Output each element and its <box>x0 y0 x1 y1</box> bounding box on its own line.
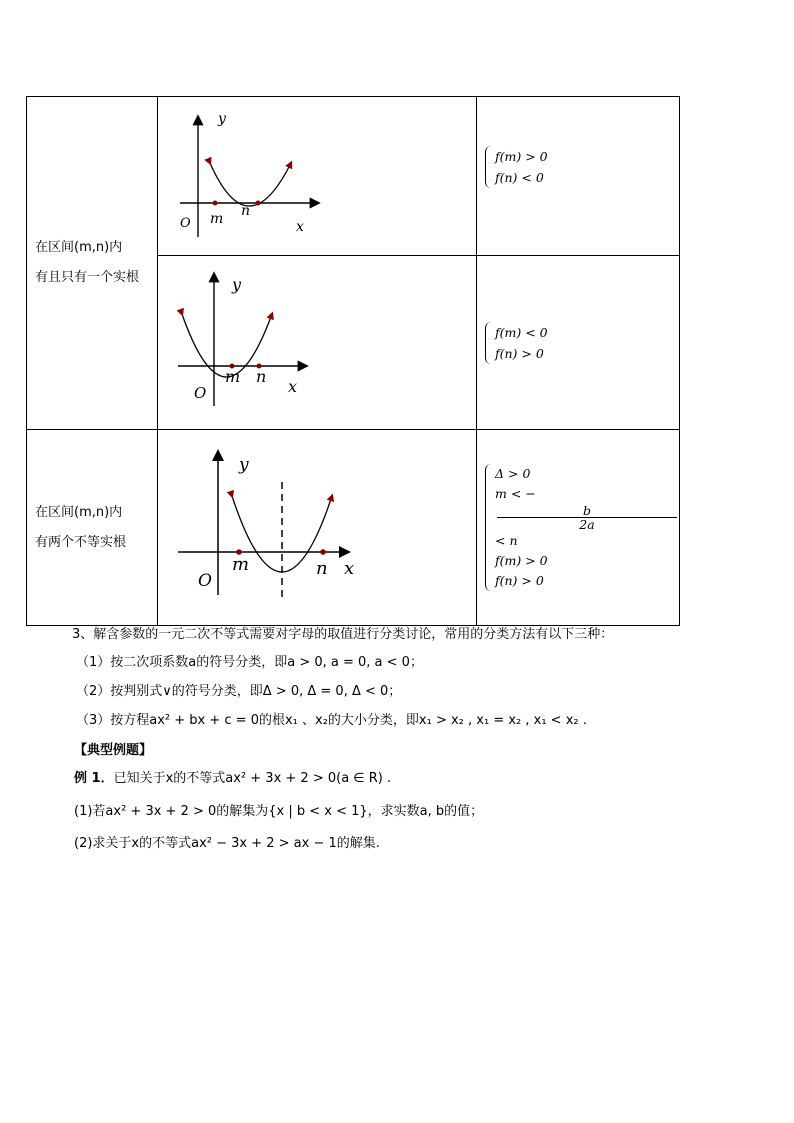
inequality-system <box>485 464 679 591</box>
inequality-system <box>485 146 679 188</box>
condition-one-root <box>27 97 158 430</box>
origin-label: O <box>180 216 191 231</box>
condition-two-roots <box>27 430 158 626</box>
x-axis-label: x <box>344 558 355 579</box>
fraction-right: < n <box>495 533 518 548</box>
y-axis-label: y <box>232 275 242 294</box>
graph-two-roots <box>158 430 477 626</box>
method-1: （1）按二次项系数a的符号分类，即a > 0, a = 0, a < 0； <box>76 655 423 670</box>
section-heading: 【典型例题】 <box>74 743 153 758</box>
method-table <box>26 96 680 626</box>
condition-line: 有且只有一个实根 <box>35 270 140 285</box>
parabola-graph-b <box>158 256 476 429</box>
condition-line: 在区间(m,n)内 <box>35 240 123 255</box>
y-axis-label: y <box>239 455 249 475</box>
fraction <box>497 504 677 531</box>
x-axis-label: x <box>288 377 298 396</box>
system-line: Δ > 0 <box>495 466 531 481</box>
n-label: n <box>256 367 267 386</box>
inequality-system <box>485 322 679 364</box>
system-line: f(m) > 0 <box>495 553 548 568</box>
m-label: m <box>232 554 250 575</box>
example-1-question-1: (1)若ax² + 3x + 2 > 0的解集为{x | b < x < 1}，求实数a, b的值； <box>74 804 484 819</box>
system-case-b <box>477 256 680 430</box>
system-line: f(m) > 0 <box>495 149 548 164</box>
system-line: f(m) < 0 <box>495 324 548 340</box>
system-line: f(n) < 0 <box>495 170 544 185</box>
method-2: （2）按判别式∨的符号分类，即Δ > 0, Δ = 0, Δ < 0； <box>76 684 402 699</box>
parabola-graph-a <box>158 97 476 255</box>
condition-line: 有两个不等实根 <box>35 534 127 550</box>
fraction-left: m < − <box>495 486 536 501</box>
condition-line: 在区间(m,n)内 <box>35 504 123 520</box>
parabola-graph-c <box>158 430 476 625</box>
n-label: n <box>316 558 328 579</box>
system-line: f(n) > 0 <box>495 345 544 361</box>
fraction-denominator: 2a <box>579 517 595 532</box>
y-axis-label: y <box>218 111 226 127</box>
origin-label: O <box>198 571 212 591</box>
method-3: （3）按方程ax² + bx + c = 0的根x₁ 、x₂的大小分类，即x₁ > x₂ , x₁ = x₂ , x₁ < x₂ . <box>76 713 587 728</box>
system-line-fraction <box>495 484 679 551</box>
graph-case-a <box>158 97 477 256</box>
m-label: m <box>225 367 241 386</box>
graph-case-b <box>158 256 477 430</box>
x-axis-label: x <box>296 219 304 235</box>
example-1-question-2: (2)求关于x的不等式ax² − 3x + 2 > ax − 1的解集. <box>74 836 380 851</box>
example-1 <box>74 770 391 788</box>
origin-label: O <box>194 384 207 402</box>
system-line: f(n) > 0 <box>495 573 544 588</box>
paragraph-3: 3、解含参数的一元二次不等式需要对字母的取值进行分类讨论，常用的分类方法有以下三种： <box>72 627 614 642</box>
m-label: m <box>210 211 224 227</box>
system-two-roots <box>477 430 680 626</box>
fraction-numerator: b <box>497 504 677 518</box>
example-statement: 已知关于x的不等式ax² + 3x + 2 > 0(a ∈ R) . <box>113 771 392 786</box>
n-label: n <box>241 203 251 219</box>
system-case-a <box>477 97 680 256</box>
example-label: 例 1． <box>74 771 114 786</box>
